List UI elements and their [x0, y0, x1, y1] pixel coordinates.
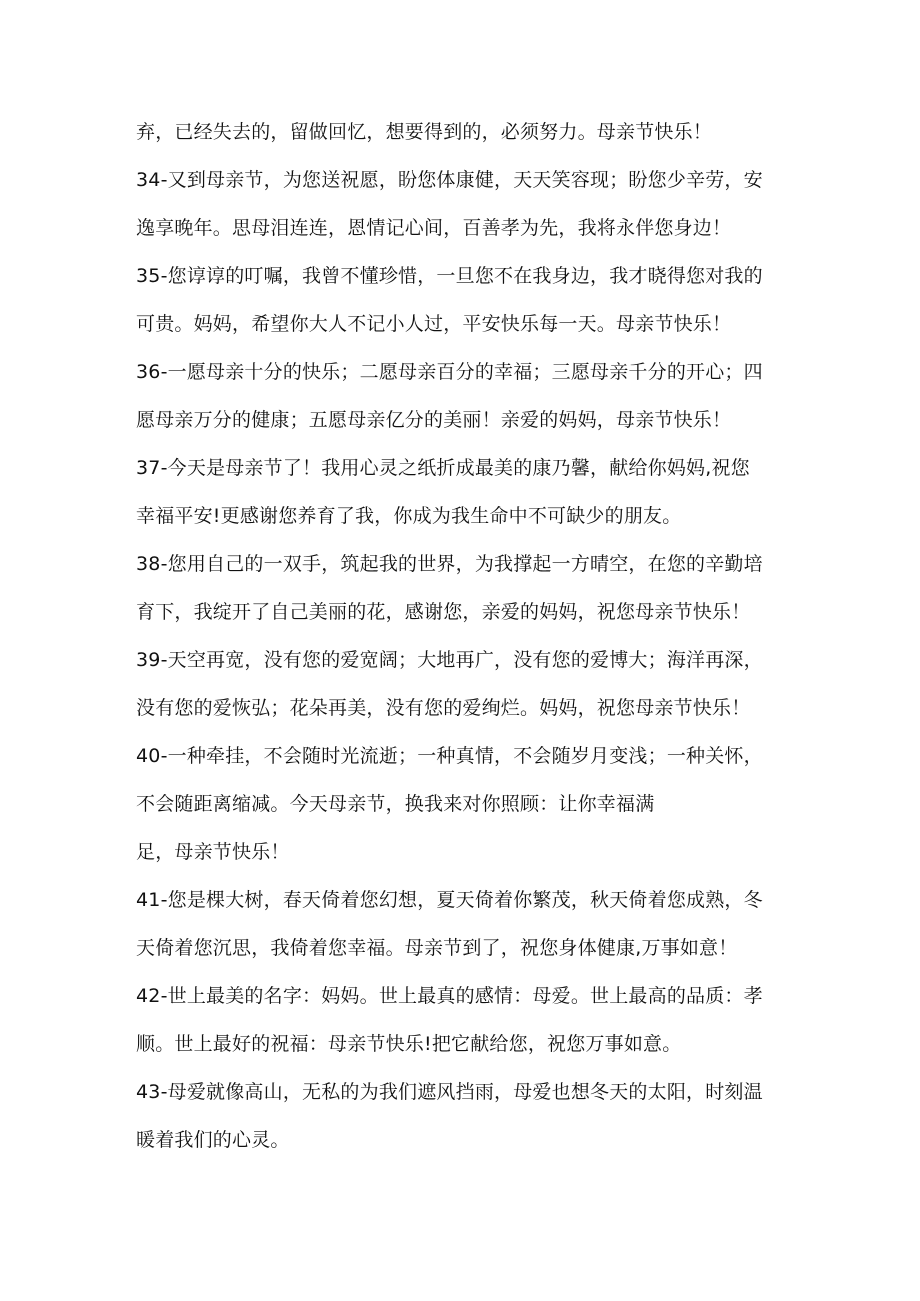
text-line: 没有您的爱恢弘；花朵再美，没有您的爱绚烂。妈妈，祝您母亲节快乐！: [136, 697, 751, 719]
text-line: 36-一愿母亲十分的快乐；二愿母亲百分的幸福；三愿母亲千分的开心；四: [136, 361, 763, 383]
text-line: 可贵。妈妈，希望你大人不记小人过，平安快乐每一天。母亲节快乐！: [136, 313, 732, 335]
text-line: 35-您谆谆的叮嘱，我曾不懂珍惜，一旦您不在我身边，我才晓得您对我的: [136, 265, 763, 287]
text-line: 暖着我们的心灵。: [136, 1129, 290, 1151]
text-line: 弃，已经失去的，留做回忆，想要得到的，必须努力。母亲节快乐！: [136, 121, 713, 143]
text-line: 34-又到母亲节，为您送祝愿，盼您体康健，天天笑容现；盼您少辛劳，安: [136, 169, 763, 191]
text-line: 37-今天是母亲节了！我用心灵之纸折成最美的康乃馨，献给你妈妈,祝您: [136, 457, 750, 479]
text-line: 顺。世上最好的祝福：母亲节快乐!把它献给您，祝您万事如意。: [136, 1033, 682, 1055]
text-line: 天倚着您沉思，我倚着您幸福。母亲节到了，祝您身体健康,万事如意！: [136, 937, 738, 959]
text-line: 41-您是棵大树，春天倚着您幻想，夏天倚着你繁茂，秋天倚着您成熟，冬: [136, 889, 763, 911]
text-line: 足，母亲节快乐！: [136, 841, 290, 863]
text-line: 幸福平安!更感谢您养育了我，你成为我生命中不可缺少的朋友。: [136, 505, 682, 527]
text-line: 40-一种牵挂，不会随时光流逝；一种真情，不会随岁月变浅；一种关怀，: [136, 745, 763, 767]
text-line: 39-天空再宽，没有您的爱宽阔；大地再广，没有您的爱博大；海洋再深，: [136, 649, 763, 671]
text-line: 愿母亲万分的健康；五愿母亲亿分的美丽！亲爱的妈妈，母亲节快乐！: [136, 409, 732, 431]
text-line: 育下，我绽开了自己美丽的花，感谢您，亲爱的妈妈，祝您母亲节快乐！: [136, 601, 751, 623]
document-body: [136, 108, 796, 1164]
text-line: 38-您用自己的一双手，筑起我的世界，为我撑起一方晴空，在您的辛勤培: [136, 553, 763, 575]
text-line: 不会随距离缩减。今天母亲节，换我来对你照顾：让你幸福满: [136, 793, 655, 815]
text-line: 43-母爱就像高山，无私的为我们遮风挡雨，母爱也想冬天的太阳，时刻温: [136, 1081, 763, 1103]
text-line: 逸享晚年。思母泪连连，恩情记心间，百善孝为先，我将永伴您身边！: [136, 217, 732, 239]
text-line: 42-世上最美的名字：妈妈。世上最真的感情：母爱。世上最高的品质：孝: [136, 985, 763, 1007]
